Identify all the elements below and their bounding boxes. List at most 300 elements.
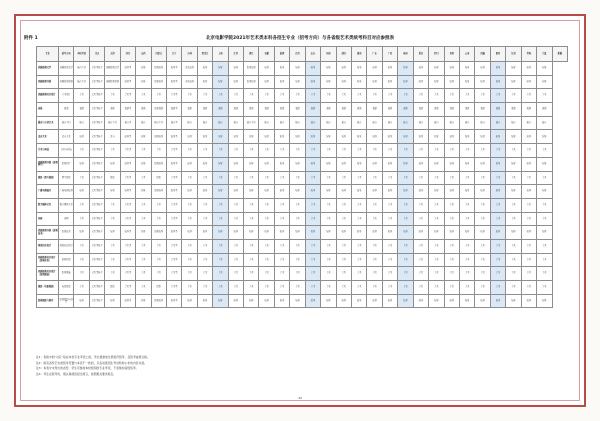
table-cell: 美术 (259, 198, 274, 212)
table-cell: 艺术类统考 (89, 130, 104, 144)
table-cell: 编导 (459, 62, 474, 76)
table-cell: 编导 (336, 157, 351, 171)
table-cell: 美术 (136, 89, 151, 103)
table-cell: 美术 (305, 144, 320, 158)
table-cell: 美术 (105, 198, 120, 212)
table-cell: 美术 (413, 171, 428, 185)
table-cell: 美术 (259, 212, 274, 226)
table-cell: 美术 (259, 281, 274, 295)
table-cell: 美术 (459, 239, 474, 253)
table-cell: 美术 (305, 281, 320, 295)
table-cell: 表演 (213, 103, 228, 117)
table-cell: 美术类 (120, 198, 135, 212)
table-cell: 美术 (244, 89, 259, 103)
table-cell: 艺术类统考 (89, 253, 104, 267)
table-cell: 美术 (274, 267, 289, 281)
table-row (37, 198, 568, 212)
table-cell: 表演 (537, 103, 552, 117)
table-cell: 美术 (290, 239, 305, 253)
table-cell: 编导 (429, 62, 444, 76)
table-cell: 美术 (475, 89, 490, 103)
table-cell: 表演 (244, 103, 259, 117)
table-cell: 播音 (321, 116, 336, 130)
row-major-name: 摄影（电影摄影） (37, 281, 59, 295)
table-cell: 美术 (398, 253, 413, 267)
table-cell: 美术 (321, 89, 336, 103)
table-cell: 编导 (475, 157, 490, 171)
row-major-name: 摄影（图片摄影） (37, 171, 59, 185)
table-cell: 编导 (290, 226, 305, 240)
table-cell: 美术 (490, 89, 505, 103)
table-cell: 美术 (290, 212, 305, 226)
row-major-name: 戏剧影视导演 (37, 75, 59, 89)
table-cell: 美术 (382, 144, 397, 158)
table-cell: 美术 (244, 239, 259, 253)
table-cell: 艺术类统考 (89, 281, 104, 295)
table-cell: 美术 (367, 198, 382, 212)
table-cell: 编导类 (166, 226, 181, 240)
table-cell: 美术 (244, 212, 259, 226)
table-cell: 编导 (305, 226, 320, 240)
table-cell: 编导 (197, 294, 212, 308)
table-cell: 编导 (305, 130, 320, 144)
table-cell: 编导 (74, 130, 89, 144)
row-major-name: 数字媒体艺术 (37, 198, 59, 212)
table-cell: 编导 (321, 185, 336, 199)
table-cell: 美术 (490, 212, 505, 226)
table-cell: 编导 (74, 157, 89, 171)
table-cell: 编导 (444, 226, 459, 240)
table-header-cell: 河南 (321, 47, 336, 62)
table-cell: 编导 (506, 226, 521, 240)
table-cell: 艺术类统考 (89, 185, 104, 199)
table-header-row (37, 47, 568, 62)
table-cell: 摄影 (151, 171, 166, 185)
table-cell: 编导 (398, 75, 413, 89)
table-cell: 美术 (537, 267, 552, 281)
table-header-cell: 内蒙古 (151, 47, 166, 62)
table-cell: 美术 (352, 267, 367, 281)
table-cell: 编导 (213, 226, 228, 240)
table-cell: 美术 (537, 281, 552, 295)
table-cell: 艺术类统考 (89, 116, 104, 130)
table-cell: 编导 (259, 75, 274, 89)
table-cell: 编导 (244, 157, 259, 171)
table-cell: 美术 (259, 239, 274, 253)
table-cell: 编导 (475, 130, 490, 144)
table-cell: 编导 (429, 157, 444, 171)
table-header-cell: 山西 (136, 47, 151, 62)
table-cell: 美术 (352, 281, 367, 295)
table-cell: 编导 (367, 75, 382, 89)
table-cell: 编导 (244, 226, 259, 240)
table-cell: 美术 (336, 239, 351, 253)
table-cell: 表演 (398, 103, 413, 117)
table-cell: 美术 (398, 212, 413, 226)
table-cell: 编导 (398, 294, 413, 308)
table-cell: 美术 (228, 144, 243, 158)
table-cell: 美术 (244, 198, 259, 212)
table-cell: 影视编导 (244, 75, 259, 89)
table-cell: 表演 (59, 103, 74, 117)
table-cell: 美术 (475, 171, 490, 185)
table-cell: 艺术类统考 (89, 75, 104, 89)
table-cell: 编导 (475, 185, 490, 199)
table-cell: 播音 (352, 116, 367, 130)
table-header-cell: 西藏 (475, 47, 490, 62)
table-cell: 播音 (259, 116, 274, 130)
table-cell: 编导 (367, 157, 382, 171)
table-cell: 美术类 (166, 171, 181, 185)
table-cell: 美术 (459, 281, 474, 295)
table-cell: 美术 (182, 171, 197, 185)
row-major-name: 戏剧影视美术设计（影视服装） (37, 267, 59, 281)
table-cell: 美术类 (120, 212, 135, 226)
table-row (37, 171, 568, 185)
table-cell: 美术 (398, 239, 413, 253)
table-cell: 艺术类统考 (89, 267, 104, 281)
table-cell: 美术 (459, 171, 474, 185)
table-cell: 表演 (197, 103, 212, 117)
table-cell: 美术 (490, 267, 505, 281)
row-major-name: 影视摄影与制作 (37, 294, 59, 308)
table-cell: 美术 (151, 212, 166, 226)
table-cell: 美术 (398, 267, 413, 281)
table-cell: 美术 (336, 253, 351, 267)
table-cell: 表演 (336, 103, 351, 117)
table-header-cell: 湖南 (352, 47, 367, 62)
table-cell: 美术 (444, 253, 459, 267)
table-cell: 美术 (382, 171, 397, 185)
table-cell: 表演 (521, 103, 536, 117)
table-cell: 美术 (305, 198, 320, 212)
table-cell: 美术 (244, 253, 259, 267)
table-cell: 编导 (459, 185, 474, 199)
table-cell: 编导类 (120, 294, 135, 308)
table-cell: 表演 (290, 103, 305, 117)
table-cell: 艺术与科技 (59, 144, 74, 158)
table-cell: 编导 (290, 130, 305, 144)
table-cell: 播音类 (166, 116, 181, 130)
table-cell: 戏剧影视文学 (59, 62, 74, 76)
table-cell: 美术 (274, 89, 289, 103)
table-cell: 播音 (197, 116, 212, 130)
table-cell: 编导 (459, 294, 474, 308)
table-cell: 戏剧影视导演 (105, 75, 120, 89)
table-cell: 美术 (537, 198, 552, 212)
table-cell: 美术 (136, 239, 151, 253)
table-cell: 编导 (259, 294, 274, 308)
table-cell: 播音 (537, 116, 552, 130)
table-cell: 美术 (490, 198, 505, 212)
table-header-cell: 贵州 (444, 47, 459, 62)
table-cell: 编导 (244, 294, 259, 308)
table-cell: 美术类 (120, 281, 135, 295)
table-cell: 美术 (151, 267, 166, 281)
table-cell: 编导类 (120, 75, 135, 89)
table-cell: 美术 (367, 239, 382, 253)
table-cell: 美术 (521, 281, 536, 295)
table-cell: 编导 (521, 75, 536, 89)
table-cell: 美术 (506, 253, 521, 267)
table-cell: 美术 (429, 281, 444, 295)
table-cell: 美术 (336, 281, 351, 295)
table-cell: 美术 (444, 89, 459, 103)
table-cell: 美术 (182, 89, 197, 103)
table-cell: 影视编导 (244, 62, 259, 76)
table-cell: 编导 (429, 226, 444, 240)
table-cell: 影视制片 (59, 157, 74, 171)
table-cell: 美术 (521, 144, 536, 158)
table-cell: 美术 (413, 198, 428, 212)
table-cell: 美术 (506, 89, 521, 103)
table-cell: 编导 (74, 185, 89, 199)
table-cell: 编导 (413, 185, 428, 199)
table-cell: 影视编导 (151, 185, 166, 199)
table-cell: 美术 (290, 89, 305, 103)
table-header-cell: 江西 (290, 47, 305, 62)
table-header-cell: 广东 (367, 47, 382, 62)
row-major-name: 戏剧影视文学 (37, 62, 59, 76)
table-cell: 美术 (136, 198, 151, 212)
correspondence-table (36, 46, 568, 308)
table-cell: 编导 (413, 75, 428, 89)
table-cell: 编导类 (166, 185, 181, 199)
table-header-major: 专业 (37, 47, 59, 62)
table-cell: 表演 (382, 103, 397, 117)
table-cell: 播音 (336, 116, 351, 130)
table-cell: 编导 (490, 185, 505, 199)
table-row (37, 185, 568, 199)
table-cell: 编导 (244, 185, 259, 199)
table-cell: 美术 (305, 89, 320, 103)
table-cell: 美术 (290, 171, 305, 185)
table-cell: 美术 (228, 253, 243, 267)
table-cell: 表演 (352, 103, 367, 117)
table-header-cell: 重庆 (413, 47, 428, 62)
table-cell: 美术 (367, 267, 382, 281)
table-cell: 美术 (197, 267, 212, 281)
table-cell: 编导类 (120, 62, 135, 76)
table-cell: 编导 (444, 130, 459, 144)
table-cell: 编导 (382, 294, 397, 308)
table-cell: 艺术类统考 (89, 212, 104, 226)
table-cell: 美术 (213, 239, 228, 253)
table-cell: 编导 (490, 130, 505, 144)
table-cell: 美术 (413, 212, 428, 226)
table-cell: 表演 (475, 103, 490, 117)
table-cell: 美术 (74, 89, 89, 103)
table-cell: 影视技术 (59, 226, 74, 240)
table-cell: 美术 (105, 212, 120, 226)
table-cell: 播音 (429, 116, 444, 130)
table-cell: 美术 (305, 212, 320, 226)
footnote: 注2：如有省份艺术类统考设置与本表不一致的，以各省级招生考试机构公布的内容为准。 (36, 360, 147, 365)
table-cell: 表演 (413, 103, 428, 117)
table-cell: 美术类 (120, 239, 135, 253)
table-cell: 编导 (274, 62, 289, 76)
table-cell: 美术 (290, 198, 305, 212)
table-cell: 美术 (197, 253, 212, 267)
table-cell: 表演 (228, 103, 243, 117)
table-cell: 美术 (74, 144, 89, 158)
table-header-cell: 广西 (382, 47, 397, 62)
table-row (37, 212, 568, 226)
table-cell: 编导类 (120, 226, 135, 240)
table-cell: 艺术类统考 (89, 294, 104, 308)
table-cell: 编导 (398, 185, 413, 199)
table-cell: 艺术类统考 (89, 103, 104, 117)
table-cell: 编导 (228, 226, 243, 240)
table-cell: 美术 (213, 198, 228, 212)
table-cell: 美术 (228, 267, 243, 281)
table-cell: 美术 (367, 171, 382, 185)
table-cell: 编导 (321, 130, 336, 144)
table-cell: 美术 (321, 239, 336, 253)
table-cell: 编导 (290, 157, 305, 171)
table-cell: 美术 (367, 253, 382, 267)
table-cell: 美术 (413, 253, 428, 267)
table-cell: 艺术类统考 (89, 198, 104, 212)
table-cell: 编导 (506, 130, 521, 144)
table-row (37, 103, 568, 117)
table-cell: 美术 (413, 239, 428, 253)
table-cell: 表演类 (120, 103, 135, 117)
table-cell: 编导 (459, 75, 474, 89)
table-cell: 美术类 (166, 239, 181, 253)
table-cell: 表演 (321, 103, 336, 117)
table-cell: 美术 (537, 89, 552, 103)
table-header-cell: 宁夏 (537, 47, 552, 62)
table-cell: 美术类 (166, 281, 181, 295)
table-cell: 美术 (382, 212, 397, 226)
table-cell: 美术 (537, 144, 552, 158)
table-cell: 美术 (182, 212, 197, 226)
table-cell: 播音 (290, 116, 305, 130)
table-cell: 编导 (321, 75, 336, 89)
table-cell: 美术 (259, 89, 274, 103)
table-cell: 编导 (336, 294, 351, 308)
table-cell: 表演 (429, 103, 444, 117)
row-major-name: 动画 (37, 212, 59, 226)
table-cell: 美术 (444, 144, 459, 158)
table-cell: 编导 (197, 185, 212, 199)
table-cell: 美术 (444, 171, 459, 185)
table-cell: 播音 (459, 116, 474, 130)
table-cell: 美术 (521, 89, 536, 103)
footnotes (36, 355, 568, 377)
table-cell: 编导 (136, 294, 151, 308)
table-cell: 编导 (382, 157, 397, 171)
table-cell: 编导 (136, 157, 151, 171)
table-cell: 美术 (382, 239, 397, 253)
table-cell: 美术 (336, 212, 351, 226)
table-cell: 美术 (429, 212, 444, 226)
table-cell: 美术 (352, 198, 367, 212)
table-cell: 编导 (475, 226, 490, 240)
table-cell: 播音 (521, 116, 536, 130)
table-cell: 美术 (74, 239, 89, 253)
table-cell: 戏文编导 (182, 75, 197, 89)
table-cell: 编导 (537, 157, 552, 171)
table-cell: 编导 (213, 185, 228, 199)
table-cell: 编导 (367, 294, 382, 308)
table-cell: 编导类 (120, 130, 135, 144)
table-cell: 编导 (537, 185, 552, 199)
table-cell: 播音 (398, 116, 413, 130)
table-cell: 美术 (74, 253, 89, 267)
table-cell: 编导 (274, 185, 289, 199)
table-cell: 美术 (228, 212, 243, 226)
table-cell: 编导 (274, 226, 289, 240)
table-cell: 编导 (213, 75, 228, 89)
table-cell: 美术 (506, 171, 521, 185)
table-cell: 美术 (521, 239, 536, 253)
table-cell: 编导 (336, 75, 351, 89)
table-cell: 编导 (136, 75, 151, 89)
table-cell: 编导 (74, 294, 89, 308)
table-cell: 美术 (182, 267, 197, 281)
table-cell: 编导 (228, 157, 243, 171)
table-cell: 美术 (151, 198, 166, 212)
table-header-cell: 青海 (521, 47, 536, 62)
table-cell: 编导 (321, 294, 336, 308)
table-cell: 美术 (259, 267, 274, 281)
table-cell: 美术 (151, 239, 166, 253)
table-row (37, 267, 568, 281)
table-cell: 美术 (74, 212, 89, 226)
table-cell: 美术 (459, 144, 474, 158)
table-cell: 美术 (444, 239, 459, 253)
table-cell: 编导 (521, 294, 536, 308)
table-cell: 编导 (197, 75, 212, 89)
table-cell: 编导 (398, 157, 413, 171)
table-cell: 编导 (382, 62, 397, 76)
table-cell: 播音 (413, 116, 428, 130)
table-cell: 美术类 (120, 89, 135, 103)
row-major-name: 戏剧影视导演（影视技术） (37, 226, 59, 240)
table-cell: 美术 (521, 198, 536, 212)
table-cell: 摄影 (151, 281, 166, 295)
table-row (37, 75, 568, 89)
table-cell: 美术 (475, 198, 490, 212)
table-cell: 美术 (151, 144, 166, 158)
table-cell: 编导 (352, 185, 367, 199)
table-cell: 美术 (197, 171, 212, 185)
table-cell: 编导 (182, 294, 197, 308)
table-cell: 美术 (321, 212, 336, 226)
table-cell: 美术 (398, 198, 413, 212)
table-cell: 美术 (197, 239, 212, 253)
table-cell: 播音 (74, 116, 89, 130)
table-cell: 美术 (274, 144, 289, 158)
table-cell: 编导 (290, 75, 305, 89)
table-cell: 编导 (305, 75, 320, 89)
table-header-cell: 浙江 (244, 47, 259, 62)
table-cell: 摄影 (105, 281, 120, 295)
row-major-name: 播音与主持艺术 (37, 116, 59, 130)
table-cell: 美术 (352, 212, 367, 226)
table-cell: 编导 (259, 185, 274, 199)
table-cell: 编导 (352, 157, 367, 171)
table-cell: 图片摄影 (59, 171, 74, 185)
table-cell: 美术 (74, 198, 89, 212)
table-cell: 播音 (382, 116, 397, 130)
row-major-name: 表演 (37, 103, 59, 117)
table-cell: 编导类 (166, 130, 181, 144)
table-cell: 影视摄影与制作 (59, 294, 74, 308)
table-cell: 美术 (429, 171, 444, 185)
